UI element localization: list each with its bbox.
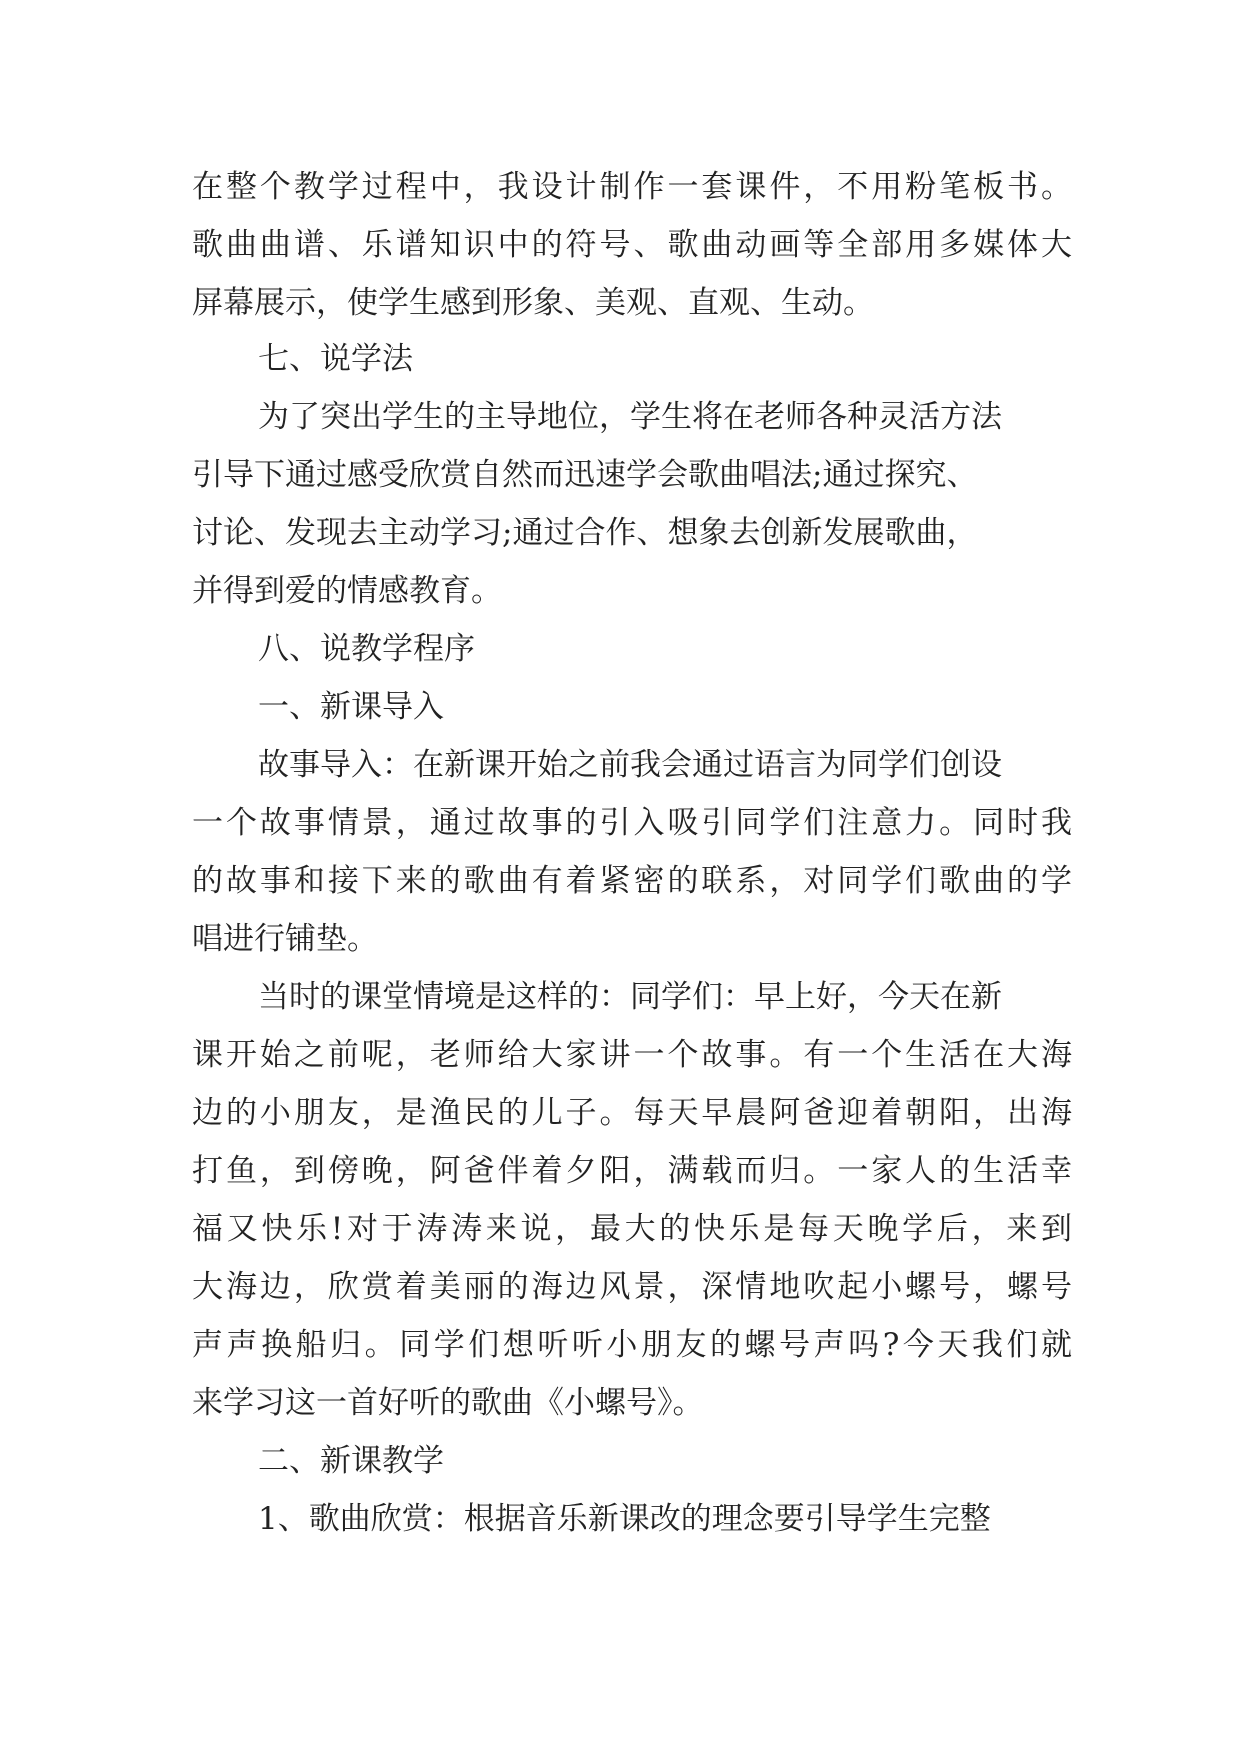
body-text-line: 打鱼，到傍晚，阿爸伴着夕阳，满载而归。一家人的生活幸	[192, 1153, 1072, 1189]
body-text-line: 课开始之前呢，老师给大家讲一个故事。有一个生活在大海	[192, 1037, 1072, 1073]
subsection-heading: 二、新课教学	[258, 1443, 444, 1479]
body-text-line: 并得到爱的情感教育。	[192, 573, 502, 609]
body-text-line: 屏幕展示，使学生感到形象、美观、直观、生动。	[192, 285, 874, 321]
subsection-heading: 一、新课导入	[258, 689, 444, 725]
body-text-line: 讨论、发现去主动学习;通过合作、想象去创新发展歌曲，	[192, 515, 978, 551]
paragraph-first-line: 为了突出学生的主导地位，学生将在老师各种灵活方法	[258, 399, 1002, 435]
body-text-line: 引导下通过感受欣赏自然而迅速学会歌曲唱法;通过探究、	[192, 457, 978, 493]
body-text-line: 歌曲曲谱、乐谱知识中的符号、歌曲动画等全部用多媒体大	[192, 227, 1072, 263]
paragraph-first-line: 1、歌曲欣赏：根据音乐新课改的理念要引导学生完整	[258, 1501, 991, 1537]
section-heading: 七、说学法	[258, 341, 413, 377]
body-text-line: 福又快乐!对于涛涛来说，最大的快乐是每天晚学后，来到	[192, 1211, 1072, 1247]
body-text-line: 来学习这一首好听的歌曲《小螺号》。	[192, 1385, 704, 1421]
body-text-line: 声声换船归。同学们想听听小朋友的螺号声吗?今天我们就	[192, 1327, 1072, 1363]
section-heading: 八、说教学程序	[258, 631, 475, 667]
body-text-line: 一个故事情景，通过故事的引入吸引同学们注意力。同时我	[192, 805, 1072, 841]
body-text-line: 的故事和接下来的歌曲有着紧密的联系，对同学们歌曲的学	[192, 863, 1072, 899]
body-text-line: 边的小朋友，是渔民的儿子。每天早晨阿爸迎着朝阳，出海	[192, 1095, 1072, 1131]
body-text-line: 大海边，欣赏着美丽的海边风景，深情地吹起小螺号，螺号	[192, 1269, 1072, 1305]
body-text-line: 唱进行铺垫。	[192, 921, 378, 957]
paragraph-first-line: 当时的课堂情境是这样的：同学们：早上好，今天在新	[258, 979, 1002, 1015]
paragraph-first-line: 故事导入：在新课开始之前我会通过语言为同学们创设	[258, 747, 1002, 783]
body-text-line: 在整个教学过程中，我设计制作一套课件，不用粉笔板书。	[192, 169, 1072, 205]
